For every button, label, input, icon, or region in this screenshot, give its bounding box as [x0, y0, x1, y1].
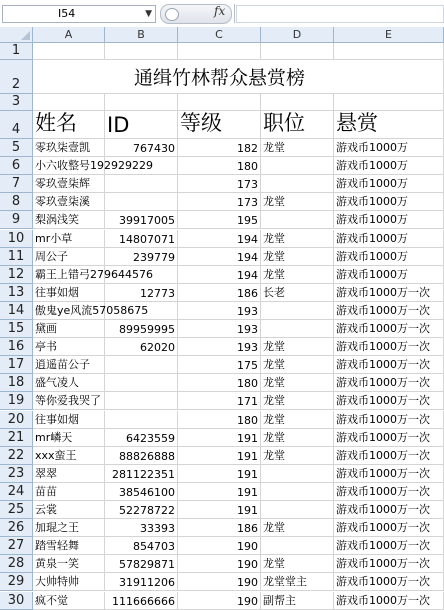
row-header[interactable]: 10 — [0, 230, 33, 248]
row-header[interactable]: 18 — [0, 374, 33, 392]
table-cell[interactable]: 龙堂 — [261, 374, 334, 392]
table-cell[interactable]: 游戏币1000万一次 — [334, 320, 444, 338]
column-title-3: 职位 — [261, 111, 334, 139]
name-box-value: I54 — [58, 7, 76, 20]
table-cell[interactable]: 12773 — [105, 284, 178, 302]
cell[interactable] — [334, 60, 444, 94]
table-cell[interactable]: 游戏币1000万一次 — [334, 573, 444, 591]
table-cell[interactable] — [105, 175, 178, 193]
table-cell[interactable]: 亭书 — [33, 338, 105, 356]
column-header-a[interactable]: A — [33, 27, 105, 43]
table-cell[interactable]: 62020 — [105, 338, 178, 356]
row-header[interactable]: 29 — [0, 573, 33, 591]
table-cell[interactable]: 疯不觉 — [33, 592, 105, 610]
table-cell[interactable]: 游戏币1000万 — [334, 193, 444, 211]
table-cell[interactable]: 191 — [178, 447, 261, 465]
table-cell[interactable]: 767430 — [105, 139, 178, 157]
table-cell[interactable] — [261, 211, 334, 229]
table-cell[interactable]: 苗苗 — [33, 483, 105, 501]
table-cell[interactable]: 190 — [178, 537, 261, 555]
table-cell[interactable] — [261, 302, 334, 320]
table-cell[interactable]: 龙堂 — [261, 266, 334, 284]
table-cell[interactable]: 游戏币1000万 — [334, 139, 444, 157]
table-cell[interactable]: 194 — [178, 266, 261, 284]
row-header[interactable]: 1 — [0, 43, 33, 60]
table-cell[interactable]: 云裳 — [33, 501, 105, 519]
row-header[interactable]: 24 — [0, 483, 33, 501]
table-cell[interactable]: 191 — [178, 501, 261, 519]
table-cell[interactable]: 游戏币1000万一次 — [334, 302, 444, 320]
table-cell[interactable]: 游戏币1000万一次 — [334, 537, 444, 555]
row-header[interactable]: 22 — [0, 447, 33, 465]
table-cell[interactable]: 57829871 — [105, 555, 178, 573]
table-cell[interactable]: 游戏币1000万一次 — [334, 501, 444, 519]
table-cell[interactable]: mr嶙天 — [33, 429, 105, 447]
table-cell[interactable]: 游戏币1000万一次 — [334, 429, 444, 447]
table-cell[interactable] — [105, 392, 178, 410]
table-cell[interactable]: 游戏币1000万 — [334, 248, 444, 266]
table-cell[interactable]: 52278722 — [105, 501, 178, 519]
row-header[interactable]: 3 — [0, 94, 33, 111]
column-title-4: 悬赏 — [334, 111, 444, 139]
table-cell[interactable] — [105, 266, 178, 284]
table-cell[interactable]: 180 — [178, 157, 261, 175]
cell[interactable] — [105, 43, 178, 60]
table-cell[interactable] — [261, 175, 334, 193]
row-header[interactable]: 25 — [0, 501, 33, 519]
formula-input[interactable] — [236, 5, 444, 23]
table-cell[interactable]: 194 — [178, 230, 261, 248]
table-cell[interactable]: 191 — [178, 483, 261, 501]
column-title-1: ID — [105, 111, 178, 139]
formula-bar — [0, 0, 444, 28]
insert-function-icon[interactable]: fx — [214, 4, 226, 18]
column-header-d[interactable]: D — [261, 27, 334, 43]
table-cell[interactable] — [261, 537, 334, 555]
row-header[interactable]: 28 — [0, 555, 33, 573]
row-header[interactable]: 26 — [0, 519, 33, 537]
table-cell[interactable]: 游戏币1000万一次 — [334, 392, 444, 410]
row-header[interactable]: 6 — [0, 157, 33, 175]
table-cell[interactable]: 龙堂 — [261, 139, 334, 157]
row-header[interactable]: 5 — [0, 139, 33, 157]
cell[interactable] — [33, 60, 105, 94]
table-cell[interactable]: 191 — [178, 465, 261, 483]
column-header-b[interactable]: B — [105, 27, 178, 43]
cell[interactable] — [334, 43, 444, 60]
table-cell[interactable]: 游戏币1000万一次 — [334, 555, 444, 573]
table-cell[interactable]: 游戏币1000万一次 — [334, 483, 444, 501]
table-cell[interactable]: 周公子 — [33, 248, 105, 266]
table-cell[interactable]: 194 — [178, 248, 261, 266]
table-cell[interactable]: 14807071 — [105, 230, 178, 248]
row-header[interactable]: 20 — [0, 411, 33, 429]
table-cell[interactable] — [261, 465, 334, 483]
table-cell[interactable]: 等你爱我哭了 — [33, 392, 105, 410]
row-header[interactable]: 8 — [0, 193, 33, 211]
cell[interactable] — [105, 94, 178, 111]
row-header[interactable]: 14 — [0, 302, 33, 320]
table-cell[interactable] — [105, 411, 178, 429]
table-cell[interactable]: 龙堂 — [261, 356, 334, 374]
table-cell[interactable]: 龙堂 — [261, 193, 334, 211]
row-header[interactable]: 11 — [0, 248, 33, 266]
cell[interactable] — [261, 43, 334, 60]
table-cell[interactable]: 281122351 — [105, 465, 178, 483]
table-cell[interactable]: 翠翠 — [33, 465, 105, 483]
row-header[interactable]: 23 — [0, 465, 33, 483]
table-cell[interactable]: 龙堂 — [261, 392, 334, 410]
table-cell[interactable]: 游戏币1000万一次 — [334, 519, 444, 537]
table-cell[interactable]: 854703 — [105, 537, 178, 555]
table-cell[interactable]: 190 — [178, 573, 261, 591]
table-cell[interactable]: 游戏币1000万 — [334, 230, 444, 248]
row-header[interactable]: 4 — [0, 111, 33, 139]
table-cell[interactable]: 186 — [178, 519, 261, 537]
table-cell[interactable] — [261, 320, 334, 338]
cancel-oval-icon — [165, 8, 179, 21]
table-cell[interactable]: 31911206 — [105, 573, 178, 591]
table-cell[interactable] — [105, 374, 178, 392]
table-cell[interactable]: 龙堂 — [261, 429, 334, 447]
row-header[interactable]: 12 — [0, 266, 33, 284]
table-cell[interactable]: 111666666 — [105, 592, 178, 610]
table-cell[interactable]: 零玖壹柒溪 — [33, 193, 105, 211]
table-cell[interactable]: 190 — [178, 555, 261, 573]
table-cell[interactable] — [261, 157, 334, 175]
table-cell[interactable]: 龙堂 — [261, 519, 334, 537]
name-box[interactable] — [2, 5, 156, 23]
table-cell[interactable] — [105, 157, 178, 175]
table-cell[interactable]: 6423559 — [105, 429, 178, 447]
table-cell[interactable]: 38546100 — [105, 483, 178, 501]
table-cell[interactable]: xxx蛮王 — [33, 447, 105, 465]
table-cell[interactable]: 加琨之王 — [33, 519, 105, 537]
table-cell[interactable]: 33393 — [105, 519, 178, 537]
table-cell[interactable]: 游戏币1000万 — [334, 175, 444, 193]
table-cell[interactable]: 180 — [178, 374, 261, 392]
table-cell[interactable]: 游戏币1000万 — [334, 157, 444, 175]
table-cell[interactable]: 黛画 — [33, 320, 105, 338]
column-title-2: 等级 — [178, 111, 261, 139]
column-title-0: 姓名 — [33, 111, 105, 139]
row-header[interactable]: 9 — [0, 211, 33, 229]
table-cell[interactable]: 195 — [178, 211, 261, 229]
row-header[interactable]: 15 — [0, 320, 33, 338]
table-cell[interactable]: 186 — [178, 284, 261, 302]
select-all-corner[interactable] — [0, 27, 33, 43]
table-cell[interactable] — [261, 483, 334, 501]
table-cell[interactable]: 副帮主 — [261, 592, 334, 610]
table-cell[interactable]: 大帅特帅 — [33, 573, 105, 591]
table-cell[interactable]: 190 — [178, 592, 261, 610]
table-cell[interactable]: 龙堂 — [261, 230, 334, 248]
table-cell[interactable]: 零玖柒壹凯 — [33, 139, 105, 157]
cell[interactable] — [178, 43, 261, 60]
table-cell[interactable]: 龙堂 — [261, 447, 334, 465]
table-cell[interactable] — [105, 302, 178, 320]
table-cell[interactable]: 往事如烟 — [33, 284, 105, 302]
table-cell[interactable] — [261, 501, 334, 519]
table-cell[interactable]: 180 — [178, 411, 261, 429]
table-cell[interactable]: 傲鬼ye风流57058675 — [33, 302, 105, 320]
table-cell[interactable]: 龙堂 — [261, 248, 334, 266]
table-cell[interactable]: 龙堂 — [261, 411, 334, 429]
table-cell[interactable]: 88826888 — [105, 447, 178, 465]
table-cell[interactable]: 龙堂 — [261, 338, 334, 356]
column-header-e[interactable]: E — [334, 27, 444, 43]
row-header[interactable]: 27 — [0, 537, 33, 555]
table-cell[interactable]: 39917005 — [105, 211, 178, 229]
table-cell[interactable]: 191 — [178, 429, 261, 447]
table-cell[interactable]: mr小草 — [33, 230, 105, 248]
table-cell[interactable]: 193 — [178, 338, 261, 356]
column-header-c[interactable]: C — [178, 27, 261, 43]
row-header[interactable]: 13 — [0, 284, 33, 302]
table-cell[interactable]: 游戏币1000万一次 — [334, 356, 444, 374]
table-cell[interactable]: 182 — [178, 139, 261, 157]
table-cell[interactable]: 游戏币1000万一次 — [334, 338, 444, 356]
table-cell[interactable] — [105, 356, 178, 374]
table-cell[interactable]: 173 — [178, 193, 261, 211]
row-header[interactable]: 21 — [0, 429, 33, 447]
row-header[interactable]: 30 — [0, 592, 33, 610]
table-cell[interactable]: 长老 — [261, 284, 334, 302]
table-cell[interactable]: 游戏币1000万 — [334, 211, 444, 229]
table-cell[interactable]: 游戏币1000万一次 — [334, 592, 444, 610]
row-header[interactable]: 17 — [0, 356, 33, 374]
table-cell[interactable]: 239779 — [105, 248, 178, 266]
table-cell[interactable] — [105, 193, 178, 211]
table-cell[interactable]: 小六收整号192929229 — [33, 157, 105, 175]
table-cell[interactable]: 游戏币1000万 — [334, 266, 444, 284]
row-header[interactable]: 7 — [0, 175, 33, 193]
cell[interactable] — [33, 43, 105, 60]
table-cell[interactable]: 175 — [178, 356, 261, 374]
sheet-title: 通缉竹林帮众悬赏榜 — [133, 67, 305, 89]
table-cell[interactable]: 零玖壹柒辉 — [33, 175, 105, 193]
table-cell[interactable]: 龙堂堂主 — [261, 573, 334, 591]
table-cell[interactable]: 171 — [178, 392, 261, 410]
table-cell[interactable]: 梨涡浅笑 — [33, 211, 105, 229]
table-cell[interactable]: 踏雪轻舞 — [33, 537, 105, 555]
table-cell[interactable]: 盛气凌人 — [33, 374, 105, 392]
row-header[interactable]: 19 — [0, 392, 33, 410]
select-all-icon — [21, 31, 30, 40]
table-cell[interactable]: 往事如烟 — [33, 411, 105, 429]
row-header[interactable]: 2 — [0, 60, 33, 94]
table-cell[interactable]: 游戏币1000万一次 — [334, 447, 444, 465]
formula-divider — [234, 4, 235, 23]
table-cell[interactable]: 逍遥苗公子 — [33, 356, 105, 374]
table-cell[interactable]: 游戏币1000万一次 — [334, 465, 444, 483]
table-cell[interactable]: 游戏币1000万一次 — [334, 374, 444, 392]
table-cell[interactable]: 游戏币1000万一次 — [334, 411, 444, 429]
table-cell[interactable]: 黄泉一笑 — [33, 555, 105, 573]
table-cell[interactable]: 89959995 — [105, 320, 178, 338]
table-cell[interactable]: 193 — [178, 302, 261, 320]
table-cell[interactable]: 龙堂 — [261, 555, 334, 573]
table-cell[interactable]: 霸王上错弓279644576 — [33, 266, 105, 284]
row-header[interactable]: 16 — [0, 338, 33, 356]
table-cell[interactable]: 173 — [178, 175, 261, 193]
chevron-down-icon[interactable]: ▼ — [145, 9, 152, 19]
table-cell[interactable]: 游戏币1000万一次 — [334, 284, 444, 302]
table-cell[interactable]: 193 — [178, 320, 261, 338]
